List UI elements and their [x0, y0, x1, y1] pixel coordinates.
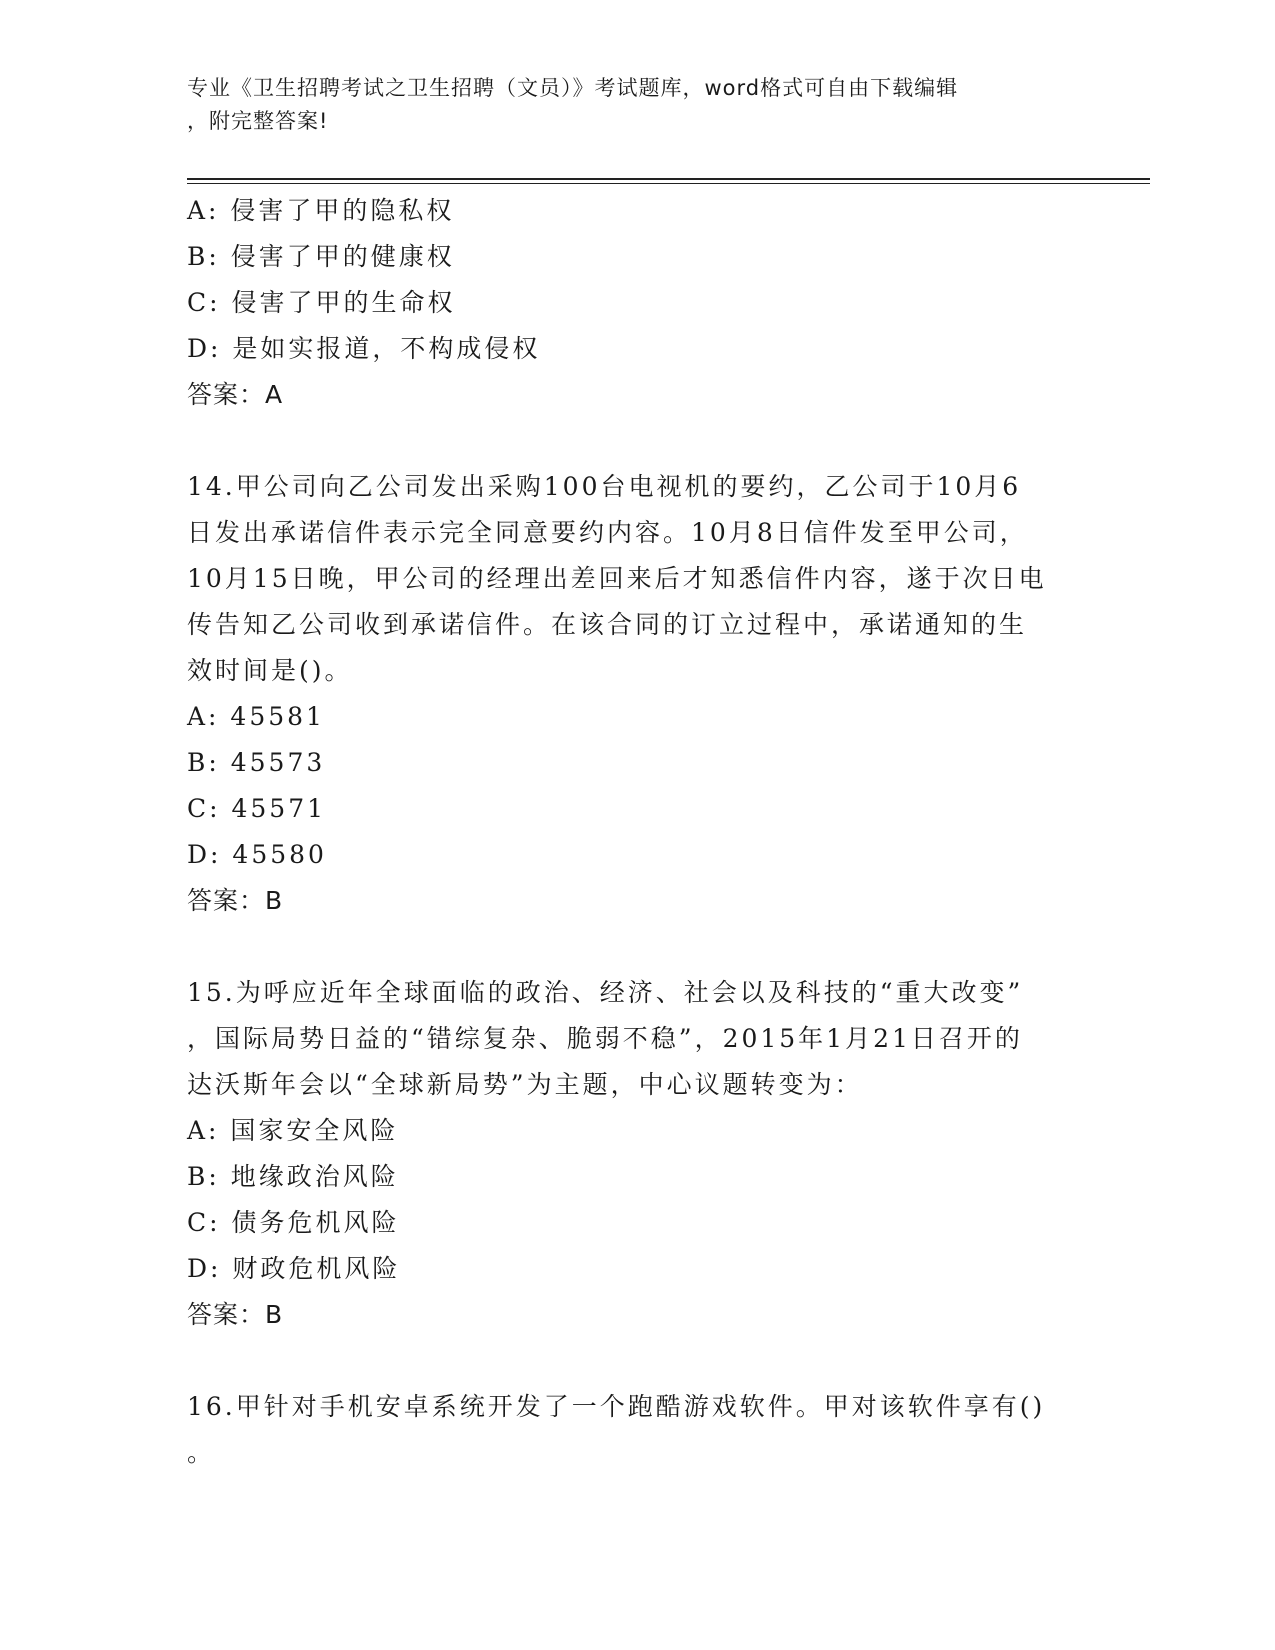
answer-line: 答案：B — [187, 886, 284, 915]
document-body — [187, 188, 1087, 1476]
option-c: C: 债务危机风险 — [187, 1208, 400, 1237]
question-stem-line: 10月15日晚，甲公司的经理出差回来后才知悉信件内容，遂于次日电 — [187, 564, 1047, 593]
option-b: B: 地缘政治风险 — [187, 1162, 399, 1191]
option-a: A: 45581 — [187, 702, 325, 731]
question-15 — [187, 970, 1087, 1338]
header-divider-thin — [187, 183, 1150, 184]
question-stem-line: 日发出承诺信件表示完全同意要约内容。10月8日信件发至甲公司， — [187, 518, 1028, 547]
question-stem-line: 达沃斯年会以“全球新局势”为主题，中心议题转变为： — [187, 1070, 863, 1099]
option-d: D: 财政危机风险 — [187, 1254, 401, 1283]
question-stem-line: 传告知乙公司收到承诺信件。在该合同的订立过程中，承诺通知的生 — [187, 610, 1028, 639]
option-d: D: 是如实报道，不构成侵权 — [187, 334, 541, 363]
answer-line: 答案：B — [187, 1300, 284, 1329]
question-stem-line: ，国际局势日益的“错综复杂、脆弱不稳”，2015年1月21日召开的 — [187, 1024, 1023, 1053]
document-header — [187, 72, 1067, 138]
header-line-1: 专业《卫生招聘考试之卫生招聘（文员）》考试题库，word格式可自由下载编辑 — [187, 76, 959, 100]
header-line-2: ，附完整答案! — [187, 109, 329, 133]
option-b: B: 45573 — [187, 748, 326, 777]
question-14 — [187, 464, 1087, 924]
question-16 — [187, 1384, 1087, 1476]
option-b: B: 侵害了甲的健康权 — [187, 242, 455, 271]
question-stem-line: 15.为呼应近年全球面临的政治、经济、社会以及科技的“重大改变” — [187, 978, 1024, 1007]
question-stem-line: 14.甲公司向乙公司发出采购100台电视机的要约，乙公司于10月6 — [187, 472, 1022, 501]
header-divider-thick — [187, 178, 1150, 180]
question-stem-line: 。 — [187, 1438, 216, 1467]
option-d: D: 45580 — [187, 840, 327, 869]
option-c: C: 45571 — [187, 794, 327, 823]
option-a: A: 侵害了甲的隐私权 — [187, 196, 455, 225]
question-13-options — [187, 188, 1087, 418]
question-stem-line: 16.甲针对手机安卓系统开发了一个跑酷游戏软件。甲对该软件享有() — [187, 1392, 1046, 1421]
answer-line: 答案：A — [187, 380, 284, 409]
option-a: A: 国家安全风险 — [187, 1116, 399, 1145]
question-stem-line: 效时间是()。 — [187, 656, 353, 685]
option-c: C: 侵害了甲的生命权 — [187, 288, 456, 317]
